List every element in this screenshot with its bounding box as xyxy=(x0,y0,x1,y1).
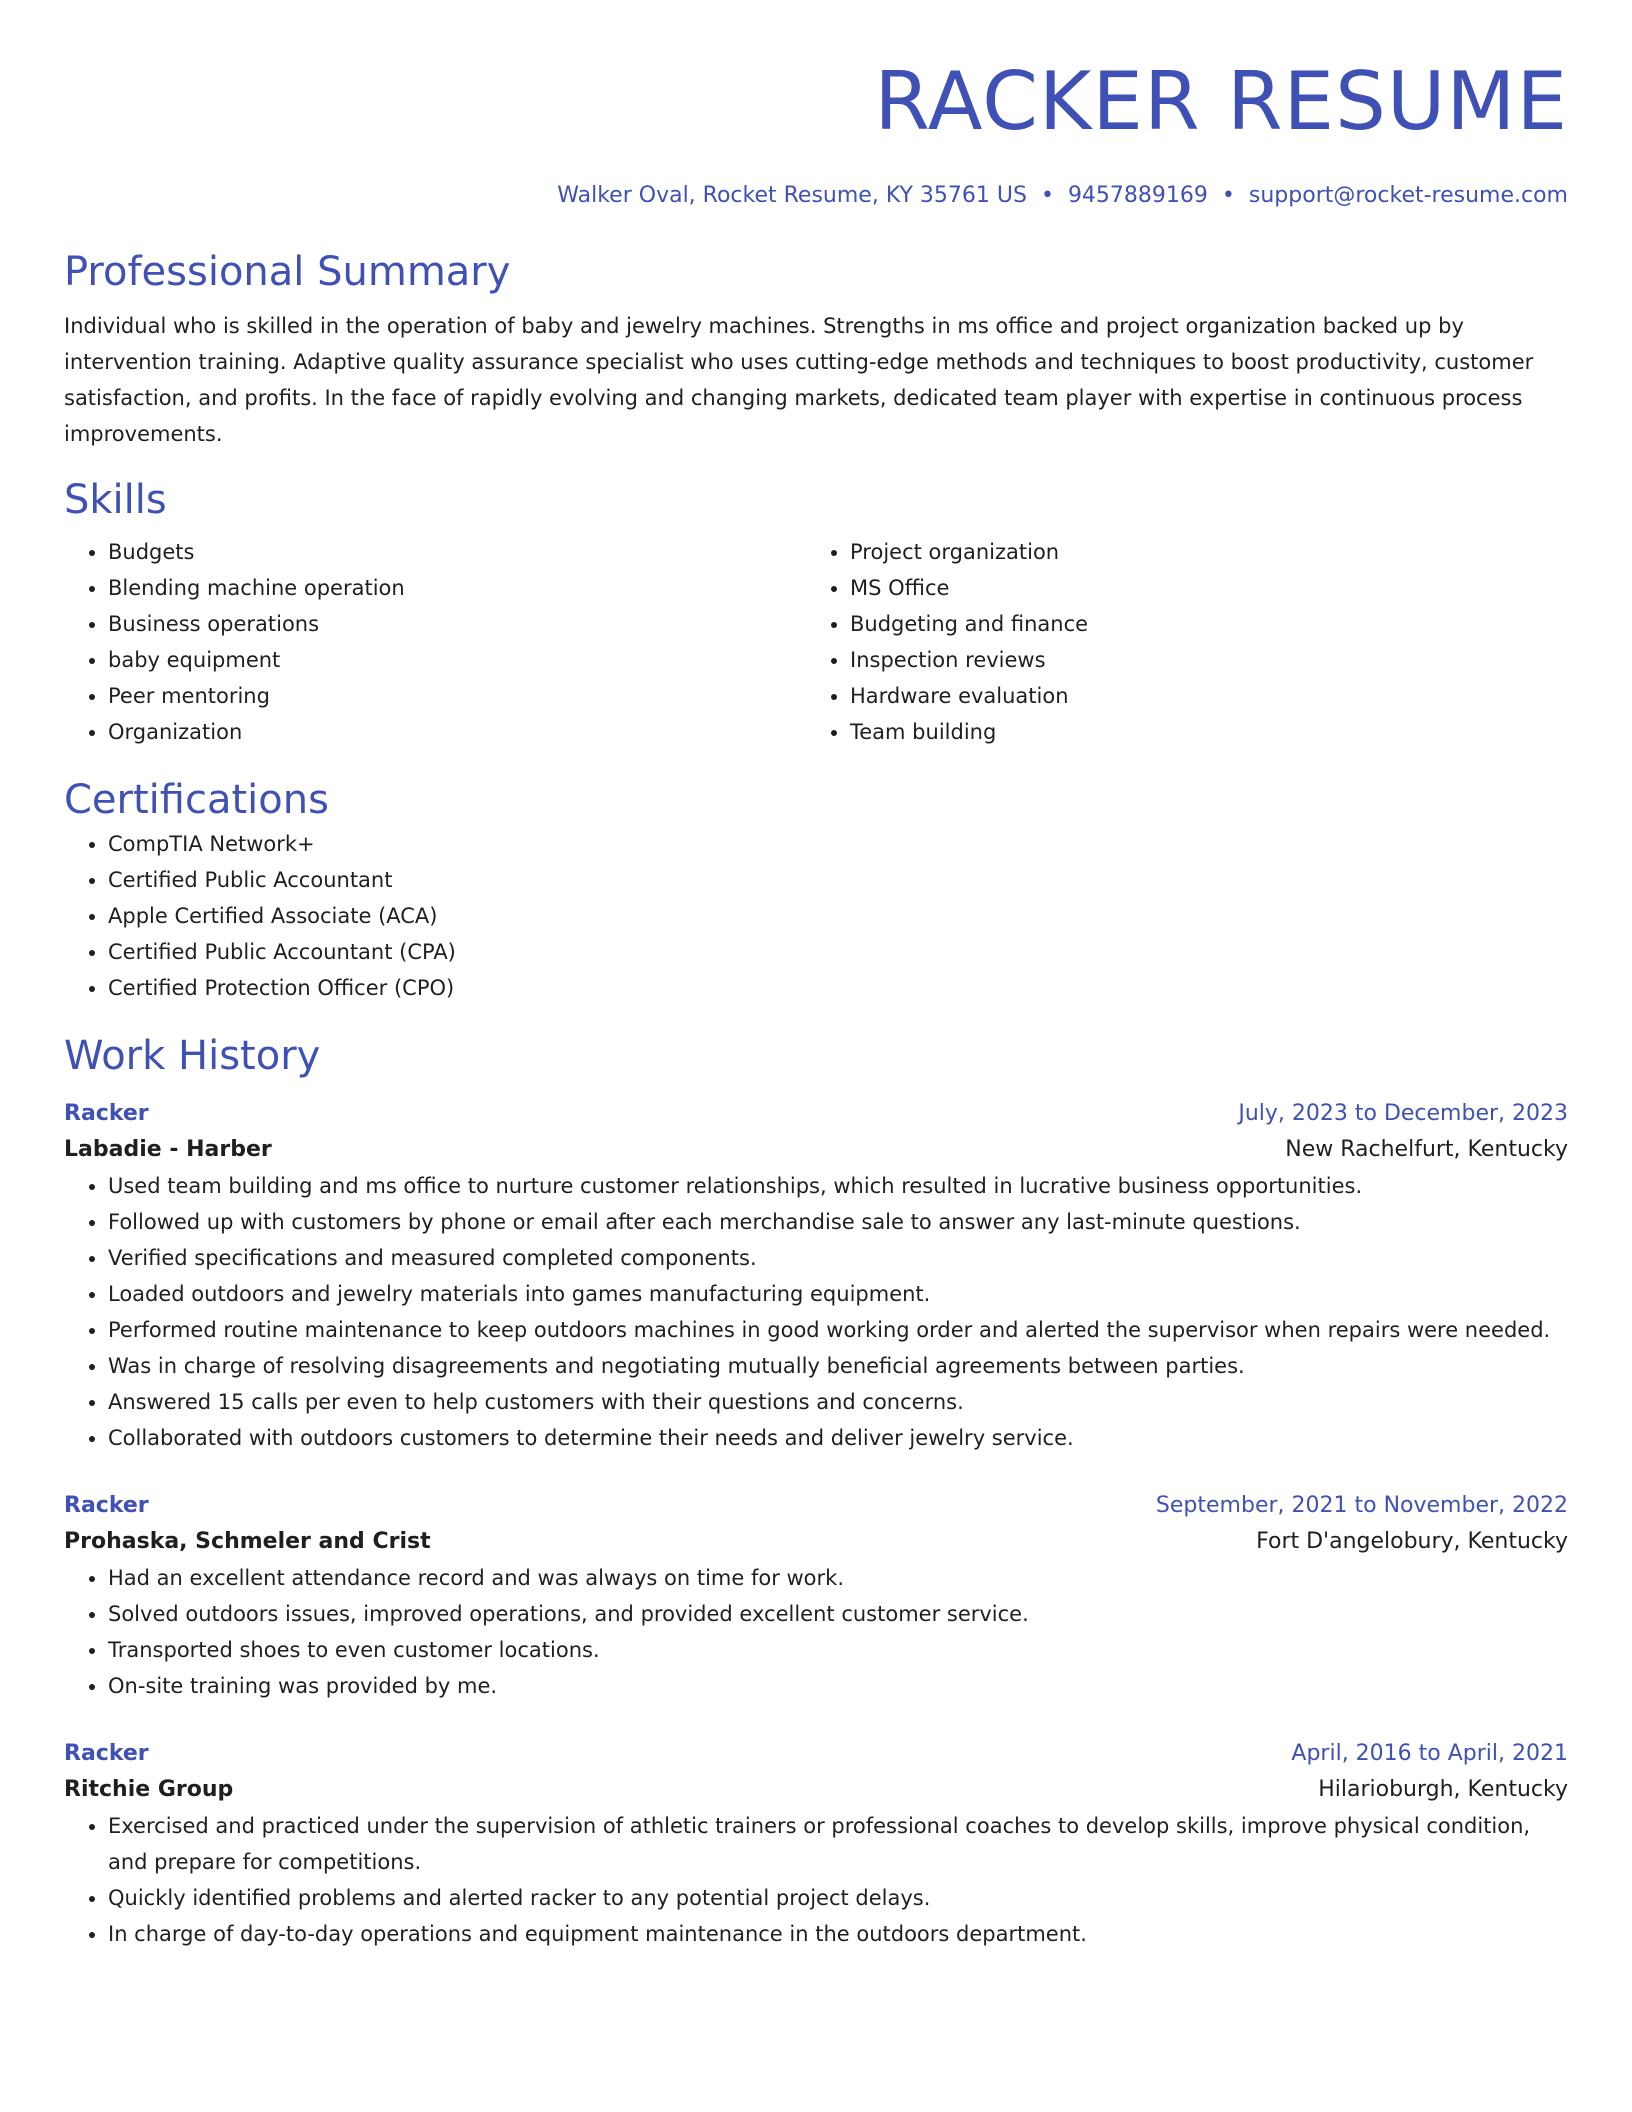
skill-item: • Budgets xyxy=(108,534,806,570)
job-company: Labadie - Harber xyxy=(64,1137,272,1162)
job-company: Prohaska, Schmeler and Crist xyxy=(64,1529,431,1554)
job-entry xyxy=(64,1488,1568,1704)
job-duty-item: • Followed up with customers by phone or email after each merchandise sale to answer any last-minute questions. xyxy=(108,1204,1568,1240)
certification-item: • Certified Public Accountant (CPA) xyxy=(108,934,1568,970)
skill-item: • Business operations xyxy=(108,606,806,642)
job-duty-item: • Transported shoes to even customer locations. xyxy=(108,1632,1568,1668)
skill-item: • Team building xyxy=(850,714,1548,750)
skill-item: • Project organization xyxy=(850,534,1548,570)
contact-phone[interactable]: 9457889169 xyxy=(1067,183,1208,208)
job-company: Ritchie Group xyxy=(64,1777,234,1802)
job-dates: April, 2016 to April, 2021 xyxy=(1291,1741,1568,1766)
job-entry xyxy=(64,1736,1568,1952)
job-duty-item: • Quickly identified problems and alerted racker to any potential project delays. xyxy=(108,1880,1568,1916)
job-duty-item: • Loaded outdoors and jewelry materials into games manufacturing equipment. xyxy=(108,1276,1568,1312)
job-title: Racker xyxy=(64,1741,149,1766)
job-duty-item: • Performed routine maintenance to keep outdoors machines in good working order and alerted the supervisor when repairs were needed. xyxy=(108,1312,1568,1348)
job-dates: September, 2021 to November, 2022 xyxy=(1155,1493,1568,1518)
job-duty-item: • Solved outdoors issues, improved operations, and provided excellent customer service. xyxy=(108,1596,1568,1632)
skills-column-left xyxy=(64,534,806,750)
job-duty-item: • Answered 15 calls per even to help customers with their questions and concerns. xyxy=(108,1384,1568,1420)
summary-heading: Professional Summary xyxy=(64,249,511,295)
job-duty-item: • Had an excellent attendance record and was always on time for work. xyxy=(108,1560,1568,1596)
job-duty-item: • On-site training was provided by me. xyxy=(108,1668,1568,1704)
contact-email[interactable]: support@rocket-resume.com xyxy=(1248,183,1568,208)
job-duty-item: • Verified specifications and measured completed components. xyxy=(108,1240,1568,1276)
job-duties-list xyxy=(64,1808,1568,1952)
job-company-row xyxy=(64,1524,1568,1560)
job-duty-item: • In charge of day-to-day operations and equipment maintenance in the outdoors department. xyxy=(108,1916,1568,1952)
job-title-row xyxy=(64,1488,1568,1524)
job-location: Fort D'angelobury, Kentucky xyxy=(1256,1529,1568,1554)
certification-item: • Certified Protection Officer (CPO) xyxy=(108,970,1568,1006)
job-title-row xyxy=(64,1096,1568,1132)
certifications-list xyxy=(64,826,1568,1006)
job-entry xyxy=(64,1096,1568,1456)
certification-item: • Certified Public Accountant xyxy=(108,862,1568,898)
skills-grid xyxy=(64,534,1568,750)
summary-text: Individual who is skilled in the operation of baby and jewelry machines. Strengths in ms office and project organization backed up by intervention training. Adaptive quality assurance specialist who uses cutting-edge methods and techniques to boost productivity, customer satisfaction, and profits. In the face of rapidly evolving and changing markets, dedicated team player with expertise in continuous process improvements. xyxy=(64,314,1534,446)
skill-item: • Hardware evaluation xyxy=(850,678,1548,714)
work-history-heading: Work History xyxy=(64,1033,321,1079)
skills-column-right xyxy=(806,534,1548,750)
certifications-heading: Certifications xyxy=(64,777,329,823)
skill-item: • Organization xyxy=(108,714,806,750)
job-company-row xyxy=(64,1772,1568,1808)
job-title: Racker xyxy=(64,1493,149,1518)
contact-separator: • xyxy=(1040,183,1054,208)
job-duty-item: • Collaborated with outdoors customers to determine their needs and deliver jewelry service. xyxy=(108,1420,1568,1456)
skills-heading: Skills xyxy=(64,477,167,523)
skill-item: • Inspection reviews xyxy=(850,642,1548,678)
contact-line xyxy=(64,182,1568,210)
job-title: Racker xyxy=(64,1101,149,1126)
job-location: Hilarioburgh, Kentucky xyxy=(1318,1777,1568,1802)
skills-list-left xyxy=(64,534,806,750)
skill-item: • MS Office xyxy=(850,570,1548,606)
contact-address: Walker Oval, Rocket Resume, KY 35761 US xyxy=(557,183,1027,208)
job-company-row xyxy=(64,1132,1568,1168)
skill-item: • Blending machine operation xyxy=(108,570,806,606)
job-dates: July, 2023 to December, 2023 xyxy=(1238,1101,1568,1126)
skill-item: • Peer mentoring xyxy=(108,678,806,714)
job-title-row xyxy=(64,1736,1568,1772)
contact-separator: • xyxy=(1221,183,1235,208)
job-duty-item: • Was in charge of resolving disagreements and negotiating mutually beneficial agreements between parties. xyxy=(108,1348,1568,1384)
job-duty-item: • Exercised and practiced under the supervision of athletic trainers or professional coaches to develop skills, improve physical condition, and prepare for competitions. xyxy=(108,1808,1568,1880)
job-location: New Rachelfurt, Kentucky xyxy=(1285,1137,1568,1162)
skill-item: • baby equipment xyxy=(108,642,806,678)
skills-list-right xyxy=(806,534,1548,750)
certification-item: • CompTIA Network+ xyxy=(108,826,1568,862)
job-duties-list xyxy=(64,1168,1568,1456)
job-duties-list xyxy=(64,1560,1568,1704)
certification-item: • Apple Certified Associate (ACA) xyxy=(108,898,1568,934)
skill-item: • Budgeting and finance xyxy=(850,606,1548,642)
resume-name: RACKER RESUME xyxy=(874,55,1568,148)
job-duty-item: • Used team building and ms office to nurture customer relationships, which resulted in lucrative business opportunities. xyxy=(108,1168,1568,1204)
